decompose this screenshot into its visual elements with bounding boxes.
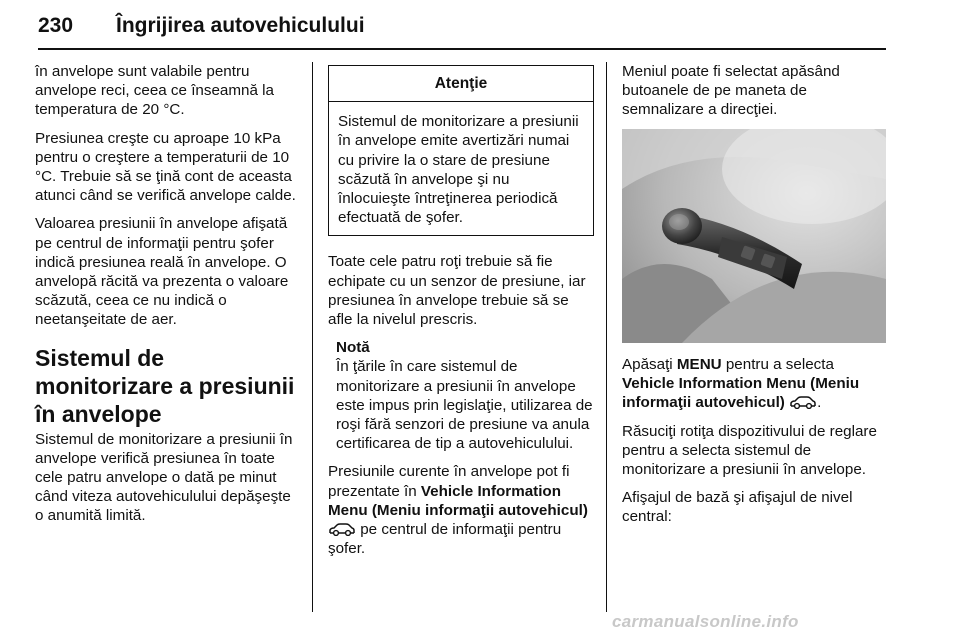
paragraph: Valoarea presiunii în anvelope afişată pe centrul de informaţii pentru şofer indică presiunea reală în anvelope. O anvelopă răcită va prezenta o valoare scăzută, ceea ce nu indică o neetanşeitate de aer. — [35, 215, 289, 329]
page-title: Îngrijirea autovehiculului — [116, 14, 365, 37]
column-right-lower — [622, 355, 886, 536]
paragraph — [328, 462, 594, 558]
text-span: Apăsaţi — [622, 356, 673, 373]
column-middle — [328, 62, 594, 567]
watermark: carmanualsonline.info — [612, 612, 799, 631]
text-span: pe centrul de informaţii pentru şofer. — [328, 521, 562, 558]
column-left — [35, 62, 303, 535]
paragraph: Răsuciţi rotiţa dispozitivului de reglare pentru a selecta sistemul de monitorizare a presiunii în anvelope. — [622, 422, 877, 479]
menu-name: Vehicle Information Menu (Meniu informaţii autovehicul) — [622, 375, 860, 412]
header-rule — [38, 48, 886, 50]
paragraph: Sistemul de monitorizare a presiunii în anvelope verifică presiunea în toate cele patru anvelope o dată pe minut când viteza autovehiculului depăşeşte o anumită limită. — [35, 430, 293, 525]
page-header — [38, 10, 886, 46]
warning-box — [328, 65, 594, 236]
paragraph: în anvelope sunt valabile pentru anvelope reci, ceea ce înseamnă la temperatura de 20 °C. — [35, 63, 274, 119]
paragraph: Afişajul de bază şi afişajul de nivel central: — [622, 489, 853, 526]
paragraph: Meniul poate fi selectat apăsând butoanele de pe maneta de semnalizare a direcţiei. — [622, 63, 840, 119]
text-span: pentru a selecta — [725, 356, 834, 373]
menu-name: Vehicle Information Menu (Meniu informaţii autovehicul) — [328, 482, 588, 519]
column-right — [622, 62, 886, 129]
turn-signal-lever-photo — [622, 129, 886, 343]
car-icon — [328, 522, 356, 536]
car-icon — [789, 395, 817, 409]
text-span: Presiunile curente în anvelope pot fi prezentate în — [328, 463, 570, 500]
warning-title: Atenţie — [329, 66, 593, 102]
paragraph — [622, 355, 886, 413]
warning-text: Sistemul de monitorizare a presiunii în anvelope emite avertizări numai cu privire la o stare de presiune scăzută în anvelope şi nu înlocuieşte întreţinerea periodică efectuată de şofer. — [338, 113, 579, 227]
page-number: 230 — [38, 14, 74, 37]
section-heading: Sistemul de monitorizare a presiunii în anvelope — [35, 344, 295, 427]
menu-button-label: MENU — [676, 356, 722, 373]
note-title: Notă — [336, 339, 370, 357]
lever-illustration — [622, 129, 886, 343]
paragraph: Presiunea creşte cu aproape 10 kPa pentru o creştere a temperaturii de 10 °C. Trebuie să se ţină cont de aceasta atunci când se verifică anvelope calde. — [35, 129, 296, 205]
note-block — [328, 338, 594, 453]
text-span: . — [817, 394, 822, 412]
column-divider — [606, 62, 607, 612]
paragraph: Toate cele patru roţi trebuie să fie echipate cu un senzor de presiune, iar presiunea în anvelope trebuie să se afle la nivelul prescris. — [328, 253, 586, 329]
note-text: În ţările în care sistemul de monitorizare a presiunii în anvelope este impus prin legislaţie, utilizarea de roşi fără senzori de presiune va anula certificarea de tip a autovehiculului. — [336, 358, 593, 453]
column-divider — [312, 62, 313, 612]
